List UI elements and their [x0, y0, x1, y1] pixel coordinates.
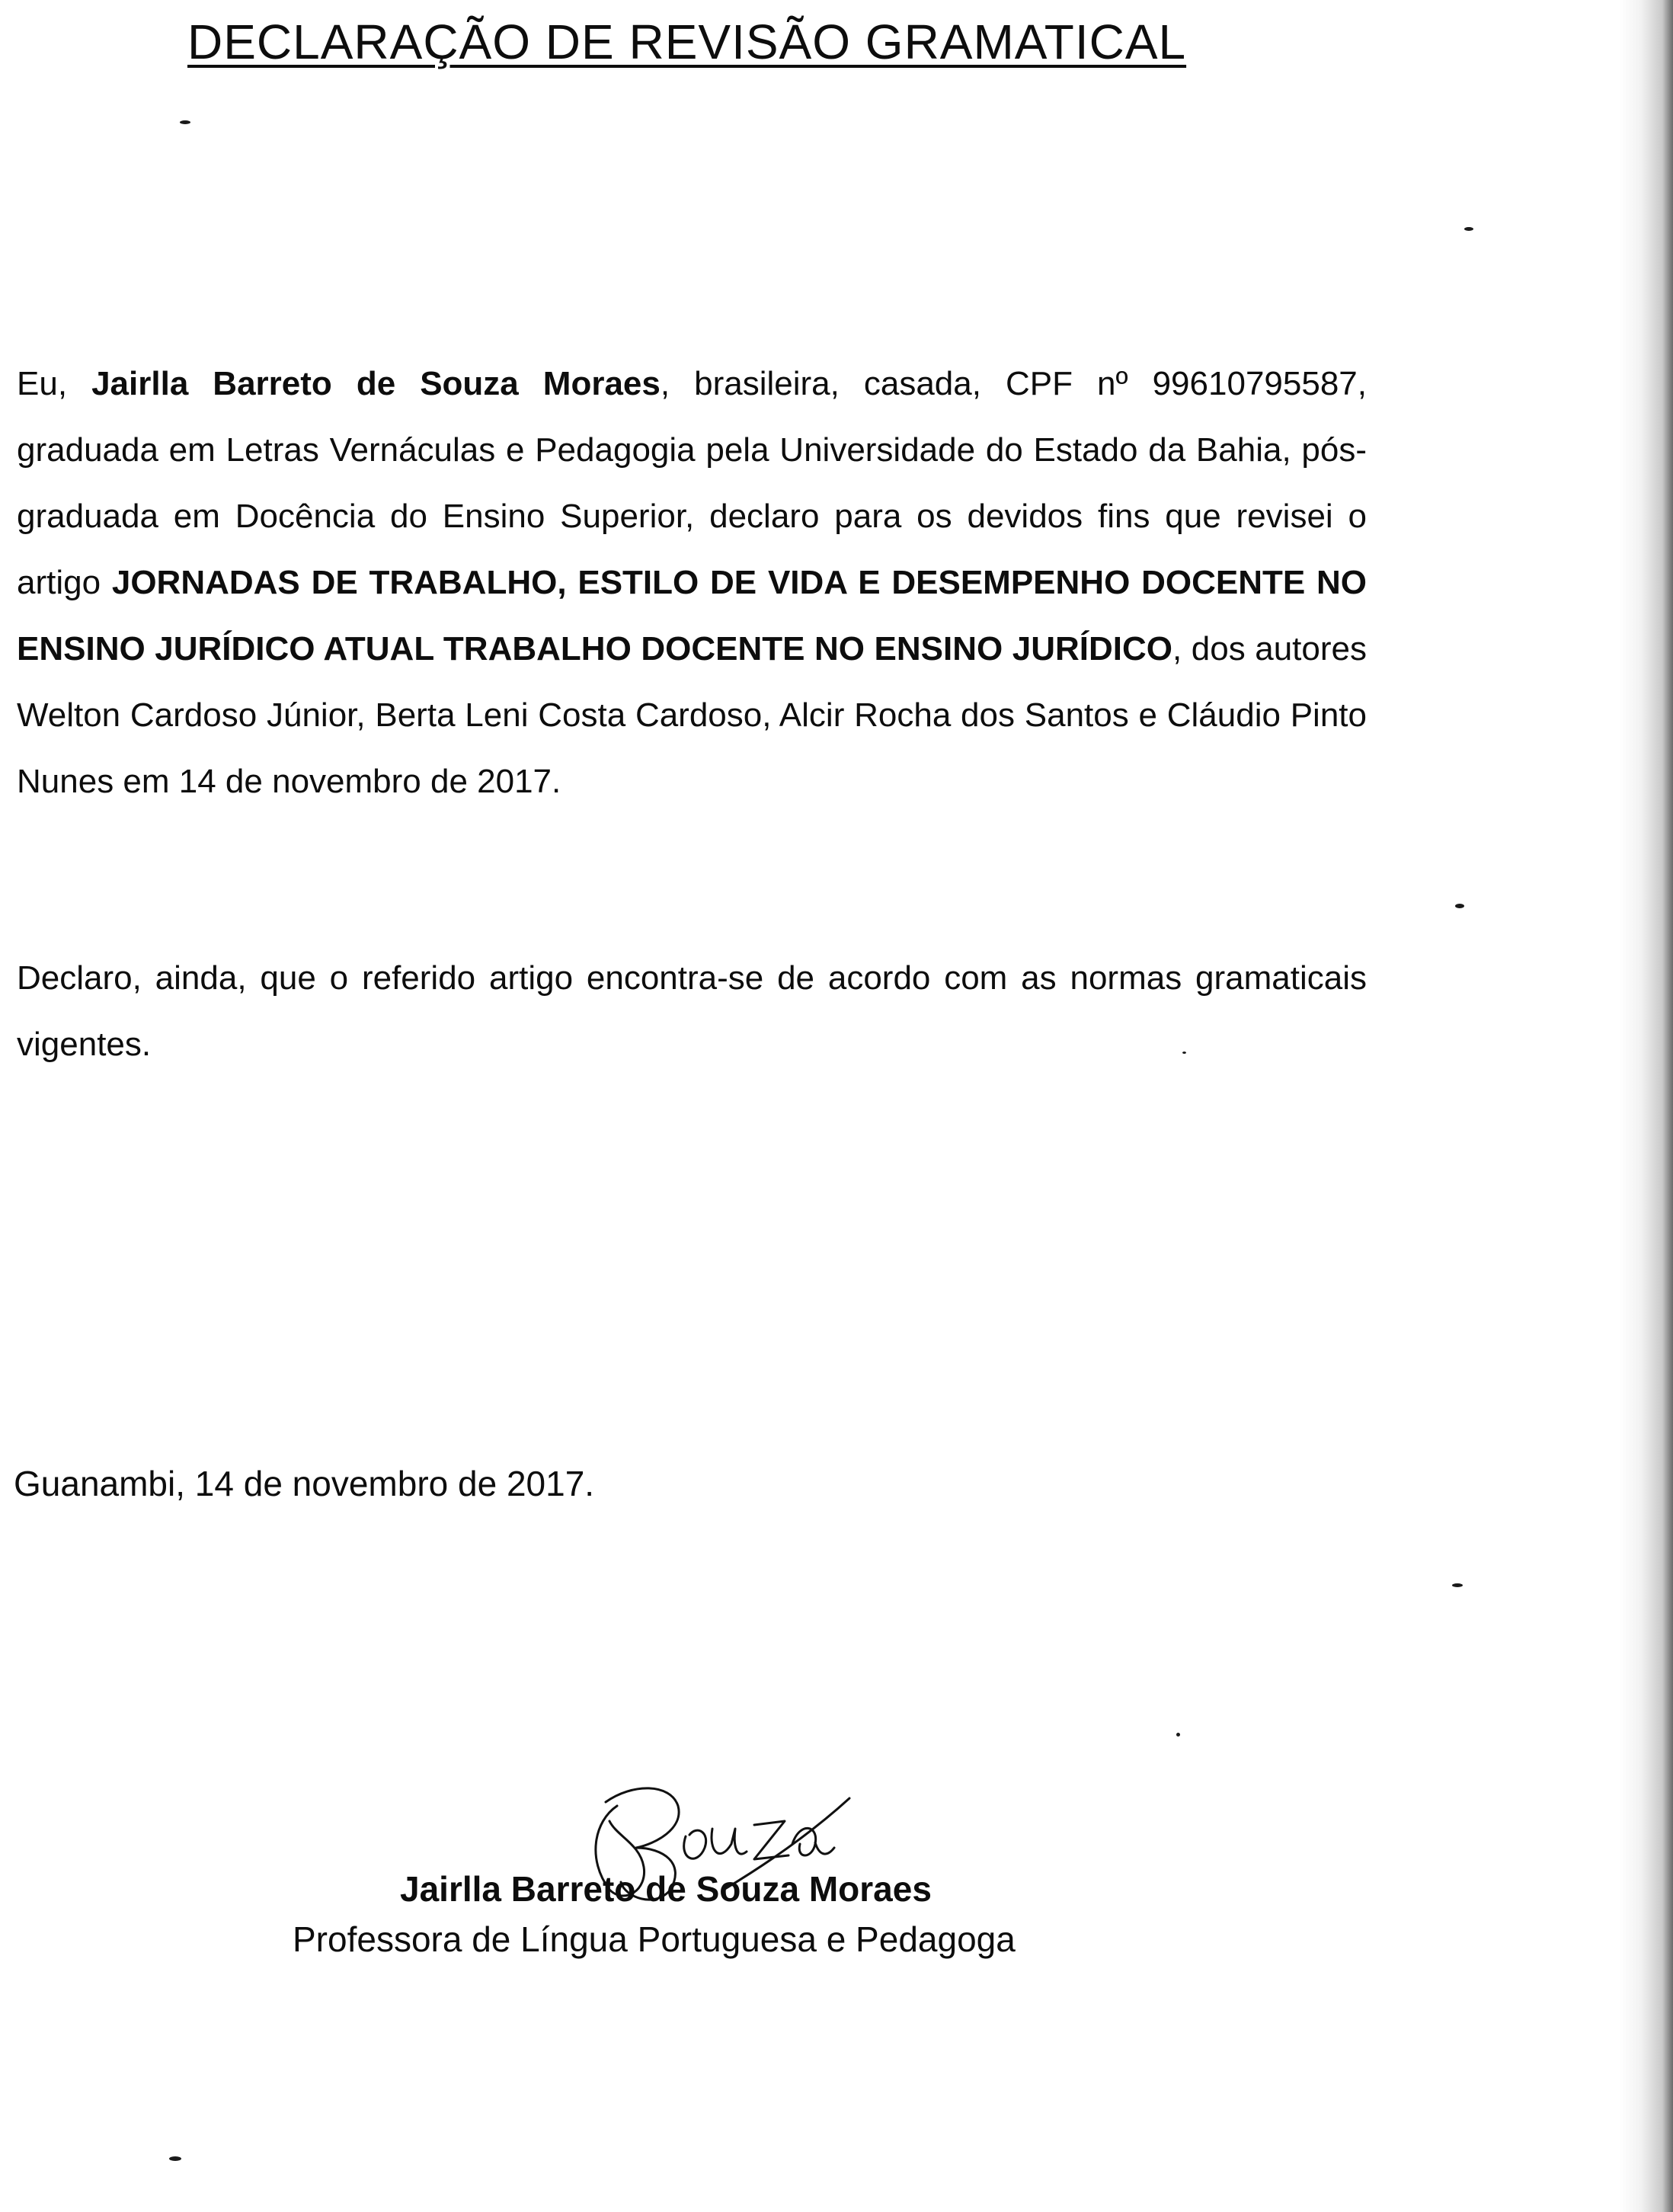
scan-speck	[1452, 1583, 1463, 1587]
declarant-name: Jairlla Barreto de Souza Moraes	[91, 365, 661, 402]
scan-speck	[1464, 227, 1473, 231]
scan-speck	[1182, 1052, 1186, 1054]
signer-role: Professora de Língua Portuguesa e Pedagoga	[293, 1919, 1016, 1959]
scan-shadow-edge	[1620, 0, 1673, 2212]
scan-speck	[169, 2156, 181, 2161]
signer-name: Jairlla Barreto de Souza Moraes	[400, 1869, 932, 1909]
document-title: DECLARAÇÃO DE REVISÃO GRAMATICAL	[187, 14, 1187, 69]
paragraph-middle: , brasileira, casada, CPF nº 99610795587, graduada em Letras Vernáculas e Pedagogia pela Universidade do Estado da Bahia, pós-graduada em Docência do Ensino Superior, declaro para os devidos fins que revisei o artigo	[17, 365, 1367, 601]
scan-speck	[1176, 1733, 1180, 1737]
scan-speck	[180, 120, 190, 124]
paragraph-end: , dos autores Welton Cardoso Júnior, Berta Leni Costa Cardoso, Alcir Rocha dos Santos e Cláudio Pinto Nunes em 14 de novembro de 2017.	[17, 630, 1367, 800]
scan-speck	[1455, 904, 1464, 908]
paragraph-intro: Eu,	[17, 365, 92, 402]
place-and-date: Guanambi, 14 de novembro de 2017.	[14, 1464, 595, 1503]
declaration-paragraph	[17, 351, 1367, 815]
conformity-paragraph: Declaro, ainda, que o referido artigo encontra-se de acordo com as normas gramaticais vigentes.	[17, 959, 1367, 1063]
article-title: JORNADAS DE TRABALHO, ESTILO DE VIDA E DESEMPENHO DOCENTE NO ENSINO JURÍDICO ATUAL TRABALHO DOCENTE NO ENSINO JURÍDICO	[17, 564, 1367, 667]
